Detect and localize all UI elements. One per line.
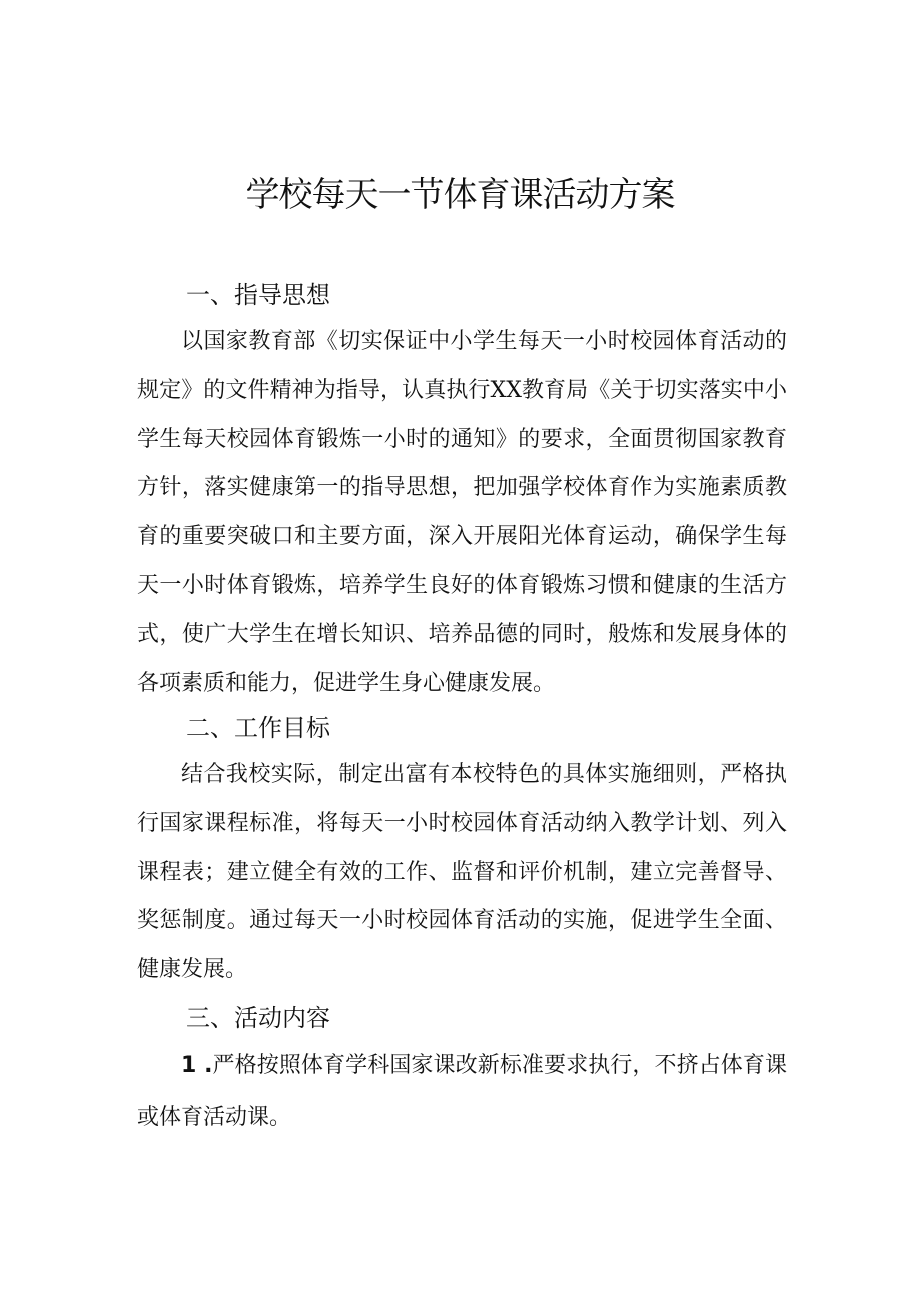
section-heading-guiding-ideology: 一、指导思想 [186,281,330,309]
list-item-1 [137,1040,787,1144]
document-title: 学校每天一节体育课活动方案 [245,175,675,215]
section-paragraph-work-goals: 结合我校实际，制定出富有本校特色的具体实施细则，严格执行国家课程标准，将每天一小时校园体育活动纳入教学计划、列入课程表；建立健全有效的工作、监督和评价机制，建立完善督导、奖惩制度。通过每天一小时校园体育活动的实施，促进学生全面、健康发展。 [137,762,787,983]
section-paragraph-guiding-ideology: 以国家教育部《切实保证中小学生每天一小时校园体育活动的规定》的文件精神为指导，认真执行XX教育局《关于切实落实中小学生每天校园体育锻炼一小时的通知》的要求，全面贯彻国家教育方针，落实健康第一的指导思想，把加强学校体育作为实施素质教育的重要突破口和主要方面，深入开展阳光体育运动，确保学生每天一小时体育锻炼，培养学生良好的体育锻炼习惯和健康的生活方式，使广大学生在增长知识、培养品德的同时，般炼和发展身体的各项素质和能力，促进学生身心健康发展。 [137,329,787,696]
section-heading-work-goals: 二、工作目标 [186,714,330,742]
section-heading-activity-content: 三、活动内容 [186,1004,330,1032]
list-item-text: 严格按照体育学科国家课改新标准要求执行，不挤占体育课或体育活动课。 [137,1053,787,1130]
list-item-number: 1 . [181,1053,213,1078]
